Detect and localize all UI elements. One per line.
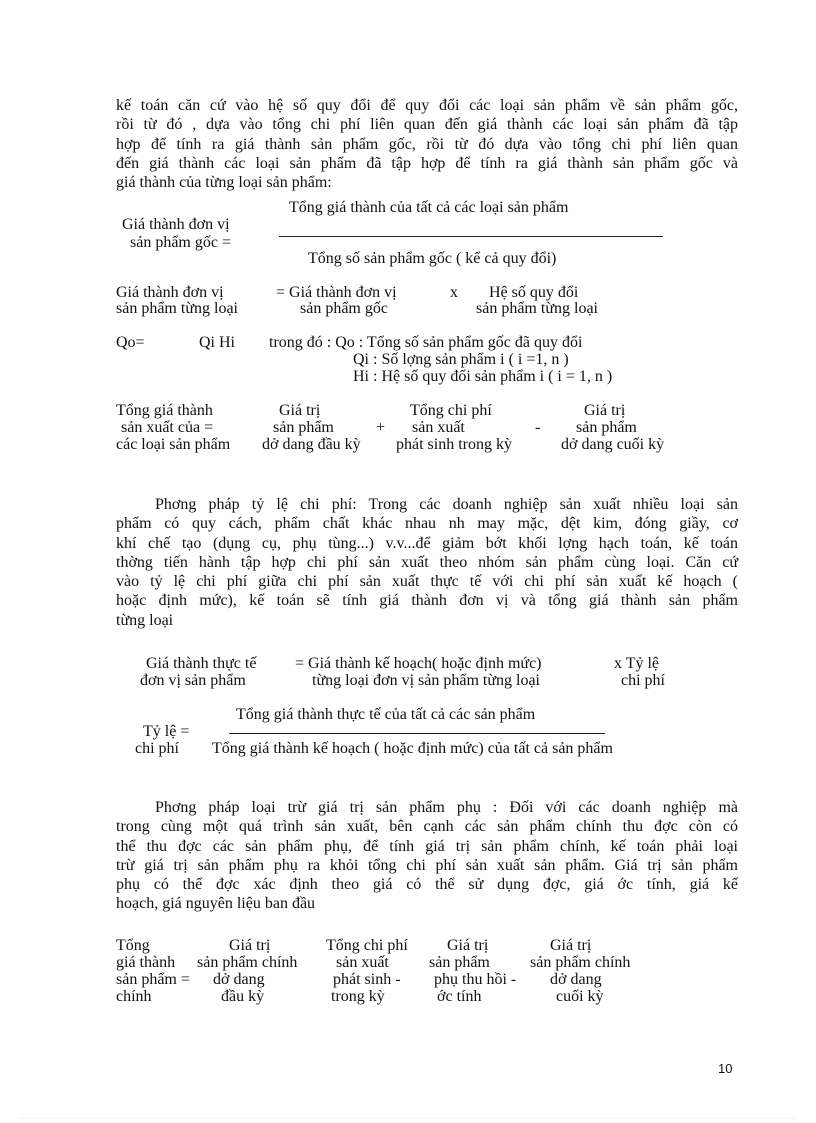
formula-term: cuối kỳ (556, 988, 604, 1005)
formula-term: x Tỷ lệ (614, 655, 660, 672)
paragraph-line: Phơng pháp loại trừ giá trị sản phẩm phụ : Đối với các doanh nghiệp mà (155, 799, 738, 816)
formula-denominator: Tổng số sản phẩm gốc ( kể cả quy đổi) (308, 250, 557, 267)
formula-term: phát sinh - (333, 971, 401, 988)
formula-term: sản xuất của = (121, 419, 214, 436)
formula-term: Giá trị (550, 937, 592, 954)
intro-line: giá thành của từng loại sản phẩm: (116, 174, 332, 192)
formula-term: Hệ số quy đổi (489, 284, 579, 301)
formula-term: phát sinh trong kỳ (396, 436, 512, 453)
formula-definition: Hi : Hệ số quy đổi sản phẩm i ( i = 1, n ) (353, 368, 613, 385)
formula-term: Qi Hi (199, 334, 235, 351)
byproduct-method-paragraph (116, 798, 738, 914)
formula-definition: Qi : Số lợng sản phẩm i ( i =1, n ) (353, 351, 569, 368)
formula-term: sản phẩm = (116, 971, 190, 988)
formula-term: sản xuất (412, 419, 465, 436)
page-bottom-divider (20, 1118, 796, 1119)
formula-term: từng loại đơn vị sản phẩm từng loại (312, 672, 540, 689)
formula-term: Giá trị (229, 937, 271, 954)
formula-term: chi phí (621, 672, 665, 689)
formula-term: phụ thu hồi - (434, 971, 517, 988)
formula-numerator: Tổng giá thành thực tế của tất cả các sản phẩm (236, 706, 536, 723)
formula-operator: x (450, 284, 458, 301)
paragraph-line: phụ có thể đợc xác định theo giá có thể sử dụng đợc, giá ớc tính, giá kế (116, 876, 738, 894)
fraction-bar (229, 733, 605, 734)
formula-term: Giá thành đơn vị (116, 284, 224, 301)
formula-term: dở dang (550, 971, 602, 988)
formula-term: sản phẩm gốc (300, 300, 388, 317)
formula-term: sản phẩm từng loại (476, 300, 598, 317)
formula-term: chính (116, 988, 152, 1005)
formula-term: Tổng (116, 937, 150, 954)
formula-term: Giá trị (584, 402, 626, 419)
paragraph-line: trong cùng một quá trình sản xuất, bên cạnh các sản phẩm chính thu đợc còn có (116, 818, 738, 836)
formula-term: sản phẩm chính (197, 954, 298, 971)
paragraph-line: trừ giá trị sản phẩm phụ ra khỏi tổng chi phí sản xuất sản phẩm. Giá trị sản phẩm (116, 856, 738, 874)
formula-left-label: chi phí (135, 740, 179, 757)
formula-term: = Giá thành kế hoạch( hoặc định mức) (295, 655, 542, 672)
intro-line: hợp để tính ra giá thành sản phẩm gốc, rồi từ đó dựa vào tổng chi phí liên quan (116, 135, 738, 153)
intro-line: kế toán căn cứ vào hệ số quy đổi để quy đổi các loại sản phẩm về sản phẩm gốc, (116, 97, 738, 114)
formula-term: sản phẩm (576, 419, 637, 436)
formula-term: sản xuất (336, 954, 389, 971)
formula-term: đơn vị sản phẩm (140, 672, 246, 689)
formula-term: sản phẩm (273, 419, 334, 436)
paragraph-line: Phơng pháp tỷ lệ chi phí: Trong các doanh nghiệp sản xuất nhiều loại sản (155, 496, 738, 513)
formula-denominator: Tổng giá thành kế hoạch ( hoặc định mức) của tất cả sản phẩm (212, 740, 613, 757)
page-number: 10 (718, 1061, 733, 1076)
paragraph-line: hoạch, giá nguyên liệu ban đầu (116, 895, 316, 913)
paragraph-line: thể thu đợc các sản phẩm phụ, để tính giá trị sản phẩm chính, kế toán phải loại (116, 837, 738, 855)
formula-term: sản phẩm từng loại (116, 300, 238, 317)
formula-term: đầu kỳ (221, 988, 265, 1005)
intro-paragraph (116, 96, 738, 192)
formula-definition: trong đó : Qo : Tổng số sản phẩm gốc đã quy đổi (269, 334, 583, 351)
formula-term: Giá trị (279, 402, 321, 419)
formula-numerator: Tổng giá thành của tất cả các loại sản phẩm (289, 199, 569, 216)
formula-term: giá thành (116, 954, 176, 971)
paragraph-line: từng loại (116, 611, 174, 629)
formula-term: trong kỳ (331, 988, 385, 1005)
paragraph-line: phẩm có quy cách, phẩm chất khác nhau nh may mặc, dệt kim, đóng giầy, cơ (116, 515, 738, 533)
formula-term: Giá trị (447, 937, 489, 954)
intro-line: rồi từ đó , dựa vào tổng chi phí liên quan đến giá thành các loại sản phẩm đã tập (116, 116, 738, 134)
formula-term: Giá thành thực tế (146, 655, 257, 672)
formula-term: ớc tính (437, 988, 482, 1005)
formula-term: Tổng chi phí (326, 937, 408, 954)
paragraph-line: khí chế tạo (dụng cụ, phụ tùng...) v.v...để giảm bớt khối lợng hạch toán, kế toán (116, 534, 738, 552)
formula-term: Tổng giá thành (116, 402, 213, 419)
paragraph-line: hoặc định mức), kế toán sẽ tính giá thành đơn vị và tổng giá thành sản phẩm (116, 592, 738, 610)
formula-term: sản phẩm (429, 954, 490, 971)
formula-term: các loại sản phẩm (116, 436, 231, 453)
formula-term: Qo= (116, 334, 145, 351)
formula-term: sản phẩm chính (530, 954, 631, 971)
intro-line: đến giá thành các loại sản phẩm đã tập hợp để tính ra giá thành sản phẩm gốc và (116, 154, 738, 172)
formula-left-label: sản phẩm gốc = (130, 234, 231, 251)
fraction-bar (279, 236, 663, 237)
formula-operator: - (535, 419, 541, 436)
formula-term: dở dang (213, 971, 265, 988)
formula-term: dở dang cuối kỳ (561, 436, 665, 453)
formula-operator: + (376, 419, 386, 436)
formula-term: Tổng chi phí (410, 402, 492, 419)
formula-left-label: Tỷ lệ = (143, 723, 190, 740)
paragraph-line: vào tỷ lệ chi phí giữa chi phí sản xuất thực tế với chi phí sản xuất kế hoạch ( (116, 573, 738, 591)
ratio-method-paragraph (116, 495, 738, 630)
formula-term: dở dang đầu kỳ (262, 436, 361, 453)
formula-left-label: Giá thành đơn vị (122, 216, 230, 233)
formula-term: = Giá thành đơn vị (276, 284, 397, 301)
paragraph-line: thờng tiến hành tập hợp chi phí sản xuất theo nhóm sản phẩm cùng loại. Căn cứ (116, 553, 738, 571)
